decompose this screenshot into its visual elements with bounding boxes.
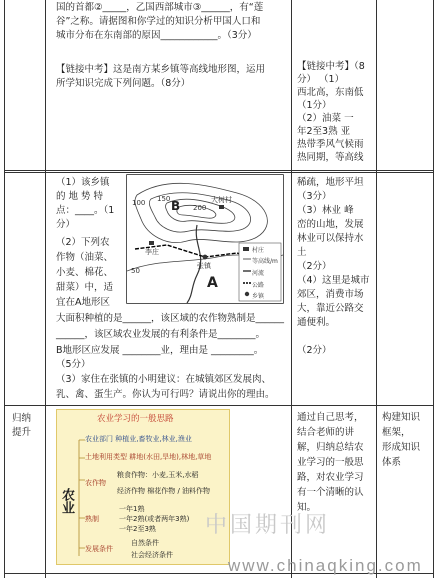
legend-village-swatch <box>243 247 249 251</box>
mid-q-line-3: 点：____。（1 <box>56 205 115 216</box>
top-text-line-3: 城市分布在东南部的原因____________。（3分） <box>56 30 257 41</box>
contour-label-150: 150 <box>157 195 171 203</box>
table-col2-border <box>45 0 46 578</box>
top-ask-line-2: 所学知识完成下列问题。（8分） <box>56 78 191 89</box>
contour-line-outer <box>135 183 267 242</box>
summary-mid-line-3: 解，归纳总结农 <box>297 442 364 453</box>
summary-right-line-4: 体系 <box>382 457 402 468</box>
mid-right-line-8: （4）这里是城市 <box>297 275 370 286</box>
mid-q-line-5: （2）下列农 <box>56 237 110 248</box>
mid-right-line-4: 峦的山地，发展 <box>297 219 364 230</box>
summary-mid-line-4: 业学习的一般思 <box>297 457 364 468</box>
mindmap-title: 农业学习的一般思路 <box>97 414 174 424</box>
place-zhangzhen: 张镇 <box>197 262 211 270</box>
mid-full-line-2: ______，该区域农业发展的有利条件是________。 <box>56 329 266 340</box>
mid-full-line-5: （3）家住在张镇的小明建议：在城镇郊区发展肉、 <box>56 374 272 385</box>
mindmap-branch-crops: 农作物 <box>85 479 106 487</box>
top-right-line-4: （1分） <box>297 100 332 111</box>
mid-full-line-4: （5分） <box>56 359 91 370</box>
mid-right-line-2: （3分） <box>297 191 332 202</box>
row-divider-2 <box>4 405 434 406</box>
top-ask-line-1: 【链接中考】这是南方某乡镇等高线地形图，运用 <box>56 64 266 75</box>
summary-right-line-1: 构建知识 <box>382 412 421 423</box>
mid-full-line-6: 乳、禽、蛋生产。你认为可行吗？请说出你的理由。 <box>56 389 275 400</box>
watermark-text: 中国期刊网 <box>205 513 331 538</box>
mid-right-line-13: （2分） <box>297 345 332 356</box>
mindmap-root: 农业 <box>59 488 74 514</box>
contour-label-50: 50 <box>131 267 140 275</box>
mindmap-row-6: 一年2熟(或者两年3熟) <box>119 515 190 523</box>
mindmap-row-4: 经济作物 棉花作物 / 油料作物 <box>117 487 211 495</box>
table-right-border <box>433 0 434 578</box>
mid-full-line-3: B地形区应发展 ________业，理由是 _________。 <box>56 345 264 356</box>
top-right-line-7: 热带季风气候雨 <box>297 139 364 150</box>
legend-label-town: 乡镇 <box>252 293 265 300</box>
summary-label-line-1: 归纳 <box>12 413 32 424</box>
mindmap-row-3: 粮食作物：小麦,玉米,水稻 <box>117 471 199 479</box>
mid-right-line-3: （3）林业 峰 <box>297 205 354 216</box>
mindmap-row-2: 土地利用类型 耕地(水田,旱地),林地,草地 <box>85 453 212 461</box>
table-col3-border <box>291 0 292 578</box>
mindmap-branch-conditions: 发展条件 <box>85 545 113 553</box>
agriculture-mindmap <box>56 409 230 565</box>
row-divider-1b <box>4 172 434 173</box>
mid-right-line-9: 郊区，消费市场 <box>297 289 364 300</box>
mid-right-line-7: （2分） <box>297 261 332 272</box>
mid-q-line-4: 分） <box>56 219 76 230</box>
place-dashucun: 大树村 <box>211 196 232 204</box>
watermark-url: www.chinaqking.com <box>228 556 423 575</box>
summary-mid-line-1: 通过自己思考， <box>297 412 364 423</box>
top-right-line-2: 分） （1） <box>297 74 345 85</box>
mindmap-row-5: 一年1熟 <box>119 505 145 513</box>
legend-town-swatch <box>245 292 249 296</box>
legend-label-contour: 等高线/m <box>252 258 278 265</box>
summary-right-line-3: 形成知识 <box>382 442 421 453</box>
contour-map <box>126 174 284 304</box>
mid-right-line-1: 稀疏，地形平坦 <box>297 177 364 188</box>
top-right-line-1: 【链接中考】（8 <box>297 61 365 72</box>
summary-right-line-2: 框架， <box>382 427 411 438</box>
top-right-line-5: （2）油菜 一 <box>297 113 354 124</box>
mindmap-row-7: 一年2至3熟 <box>119 525 156 533</box>
mid-q-line-1: （1）该乡镇 <box>56 177 110 188</box>
mid-right-line-10: 大，靠近公路交 <box>297 303 364 314</box>
top-text-line-1: 国的首都②_____，乙国西部城市③______，有“莲 <box>56 2 264 13</box>
mindmap-row-8: 自然条件 <box>131 539 159 547</box>
contour-label-200: 200 <box>193 204 207 212</box>
row-divider-1 <box>4 170 434 171</box>
mid-right-line-5: 林业可以保持水 <box>297 233 364 244</box>
summary-mid-line-2: 结合老师的讲 <box>297 427 355 438</box>
mid-full-line-1: 大面积种植的是______，该区域的农作物熟制是______ <box>56 313 285 324</box>
summary-mid-line-5: 路，对农业学习 <box>297 472 364 483</box>
mid-q-line-9: 宜在A地形区 <box>56 297 110 308</box>
legend-label-river: 河流 <box>252 270 265 277</box>
top-right-line-8: 热同期，等高线 <box>297 152 364 163</box>
top-right-line-3: 西北高，东南低 <box>297 87 364 98</box>
top-right-line-6: 年2至3熟 亚 <box>297 126 351 137</box>
table-col4-border <box>376 0 377 578</box>
legend-label-village: 村庄 <box>252 247 265 254</box>
map-letter-a: A <box>207 275 218 291</box>
top-text-line-2: 谷”之称。请据图和你学过的知识分析甲国人口和 <box>56 16 261 27</box>
mid-q-line-7: 小麦、棉花、 <box>56 267 114 278</box>
mid-q-line-8: 甜菜）中，适 <box>56 282 114 293</box>
contour-label-100: 100 <box>132 199 146 207</box>
village-marker-1 <box>219 205 224 209</box>
mid-right-line-6: 土 <box>297 247 307 258</box>
table-left-border <box>4 0 5 578</box>
mid-q-line-6: 作物（油菜、 <box>56 252 114 263</box>
summary-mid-line-6: 有一个清晰的认 <box>297 487 364 498</box>
legend-label-road: 公路 <box>252 282 265 289</box>
summary-mid-line-7: 知。 <box>297 502 317 513</box>
village-marker-2 <box>149 241 154 245</box>
mindmap-branch-ripening: 熟制 <box>85 515 99 523</box>
summary-label-line-2: 提升 <box>12 427 32 438</box>
place-lizhuang: 李庄 <box>145 248 159 256</box>
town-marker <box>203 255 208 260</box>
mindmap-row-1: 农业部门 种植业,畜牧业,林业,渔业 <box>85 435 192 443</box>
mid-right-line-11: 通便利。 <box>297 317 336 328</box>
map-letter-b: B <box>171 199 181 213</box>
mindmap-row-9: 社会经济条件 <box>131 551 173 559</box>
mid-q-line-2: 的 地 势 特 <box>56 191 104 202</box>
